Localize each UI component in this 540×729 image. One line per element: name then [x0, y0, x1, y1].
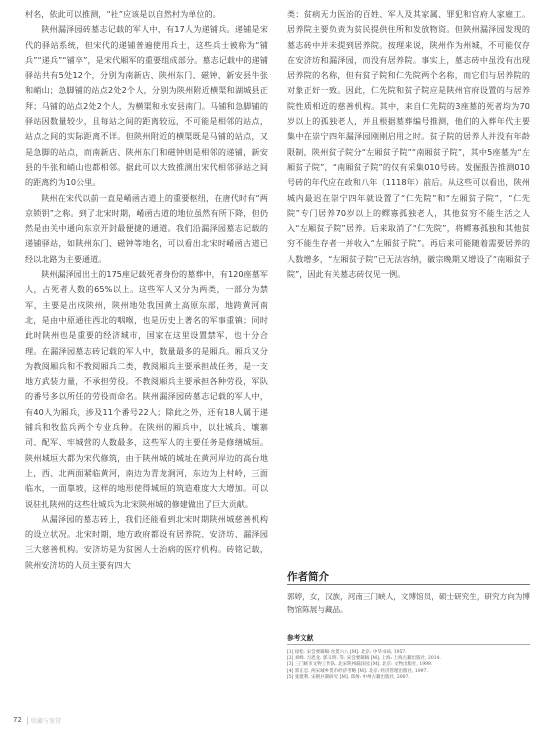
footer-divider: [27, 717, 28, 725]
reference-item: [4] 郭正忠. 两宋城乡货币经济考略 [M]. 北京: 经济管理出版社, 1997.: [287, 668, 428, 674]
paragraph: 类：贫病无力医治的百姓、军人及其家属、罪犯和官府人家雇工。居养院主要负责为贫民提供住所和发放物资。但陕州漏泽园发现的墓志砖中并未提到居养院。按理来说，陕州作为州城，不可能仅存在安济坊和漏泽园，而没有居养院。事实上，墓志砖中虽没有出现居养院的名称，但有贫子院和仁先院两个名称，而它们与居养院的对象正好一致。因此，仁先院和贫子院应是陕州官府设置的与居养院性质相近的慈善机构。其中，来自仁先院的3座墓的死者均为70岁以上的孤独老人，并且根据墓葬编号推测，他们的入葬年代主要集中在崇宁四年漏泽园刚刚启用之时。贫子院的居养人并没有年龄限制，陕州贫子院分“左厢贫子院”“南厢贫子院”，其中5座墓为“左厢贫子院”，“南厢贫子院”的仅有采集010号砖。发掘报告推测010号砖的年代应在政和八年（1118年）前后。从这些可以看出，陕州城内最迟在崇宁四年就设置了“仁先院”和“左厢贫子院”，“仁先院”专门居养70岁以上的鳏寡孤独老人，其他贫穷不能生活之人入“左厢贫子院”居养。后来取消了“仁先院”，将鳏寡孤独和其他贫穷不能生存者一并收入“左厢贫子院”。再后来可能随着需要居养的人数增多，“左厢贫子院”已无法容纳，徽宗晚期又增设了“南厢贫子院”，因此有关墓志砖仅见一例。: [287, 9, 530, 280]
author-divider: [287, 584, 530, 585]
references-heading: 参考文献: [287, 634, 314, 642]
paragraph: 村名，依此可以推测，“社”应该是以自然村为单位的。: [25, 9, 221, 19]
paragraph: 从漏泽园的墓志砖上，我们还能看到北宋时期陕州城慈善机构的设立状况。北宋时期，地方政府都设有居养院、安济坊、漏泽园三大慈善机构。安济坊是为贫困人士治病的医疗机构。砖铭记载，陕州安济坊的人员主要有四大: [25, 513, 268, 570]
references-divider: [287, 644, 530, 645]
references-list: [287, 650, 530, 681]
page-number: 72: [13, 716, 22, 724]
author-heading: 作者简介: [287, 571, 329, 583]
reference-item: [3] 三门峡市文物工作队. 北宋陕州漏泽园 [M]. 北京: 文物出版社, 1999.: [287, 662, 433, 668]
author-bio: 郭婷，女，汉族，河南三门峡人，文博馆员，硕士研究生，研究方向为博物馆陈展与藏品。: [287, 592, 530, 614]
reference-item: [1] 徐松. 宋会要辑稿·食货六八 [M]. 北京: 中华书局, 1957.: [287, 650, 407, 655]
journal-name: 收藏与鉴赏: [31, 718, 62, 725]
left-text-column: [25, 7, 268, 573]
paragraph: 陕州漏泽园出土的175座记载死者身份的墓葬中，有120座墓军人，占死者人数的65%以上。这些军人又分为两类，一部分为禁军，主要是出戍陕州，陕州地处我国黄土高原东部，地跨黄河南北，是由中原通往西北的咽喉，也是历史上著名的军事重镇；同时此时陕州也是重要的经济城市，国家在这里设置禁军，也十分合理。在漏泽园墓志砖记载的军人中，数量最多的是厢兵。厢兵又分为教阅厢兵和不教阅厢兵二类，教阅厢兵主要承担战任务，是一支地方武装力量，不承担劳役。不教阅厢兵主要承担各种劳役，军队的番号多以所任的劳役而命名。陕州漏泽园砖墓志记载的军人中，有40人为厢兵，涉及11个番号22人；除此之外，还有18人属于递铺兵和牧监兵两个专业兵种。在陕州的厢兵中，以壮城兵、壤寨司、配军、牢城营的人数最多，这些军人的主要任务是修缮城垣。陕州城垣大都为宋代修筑，由于陕州城的城址在黄河岸边的高台地上，西、北两面紧临黄河，南边为青龙涧河，东边为上村岭，三面临水，一面靠坡，这样的地形使得城垣的筑造难度大大增加。可以说驻扎陕州的这些壮城兵为北宋陕州城的修建做出了巨大贡献。: [25, 269, 268, 509]
reference-item: [5] 张建利. 宋朝兵制研究 [M]. 郑州: 中州古籍出版社, 2007.: [287, 674, 410, 680]
right-text-column: [287, 7, 530, 282]
paragraph: 陕州漏泽园砖墓志记载的军人中，有17人为递铺兵。递铺是宋代的驿站系统，但宋代的递铺普遍使用兵士，这些兵士被称为“铺兵”“递兵”“铺卒”，是宋代厢军的重要组成部分。墓志记载中的递铺驿站共有5处12个，分别为南新店、陕州东门、磁钟、新安县牛张和峭山；急脚铺的站点2处2个人，分别为陕州附近横渠和湖城县正拜；马铺的站点2处2个人，为横渠和永安县南门。马铺和急脚铺的驿站因数量较少，且每站之间的距离较远，不可能是相邻的站点，站点之间的实际距离不详。但陕州附近的横渠既是马铺的站点，又是急脚的站点，而南新店、陕州东门和磁钟则是相邻的递铺，新安县的牛张和峭山也都相邻。据此可以大致推测出宋代相邻驿站之间的距离约为10公里。: [25, 24, 268, 188]
paragraph: 陕州在宋代以前一直是崤函古道上的重要枢纽，在唐代时有“两京锁钥”之称。到了北宋时期，崤函古道的地位虽然有所下降，但仍然是由关中通向东京开封最便捷的通道。我们沿漏泽园墓志记载的递铺驿站，如陕州东门、磁钟等地名，可以看出北宋时崤函古道已经以北路为主要通道。: [25, 192, 268, 264]
reference-item: [2] 刘峰. 习恩龙. 郭义明. 等. 宋会要辑稿 [M]. 上海: 上海古籍出版社, 2014.: [287, 656, 441, 662]
